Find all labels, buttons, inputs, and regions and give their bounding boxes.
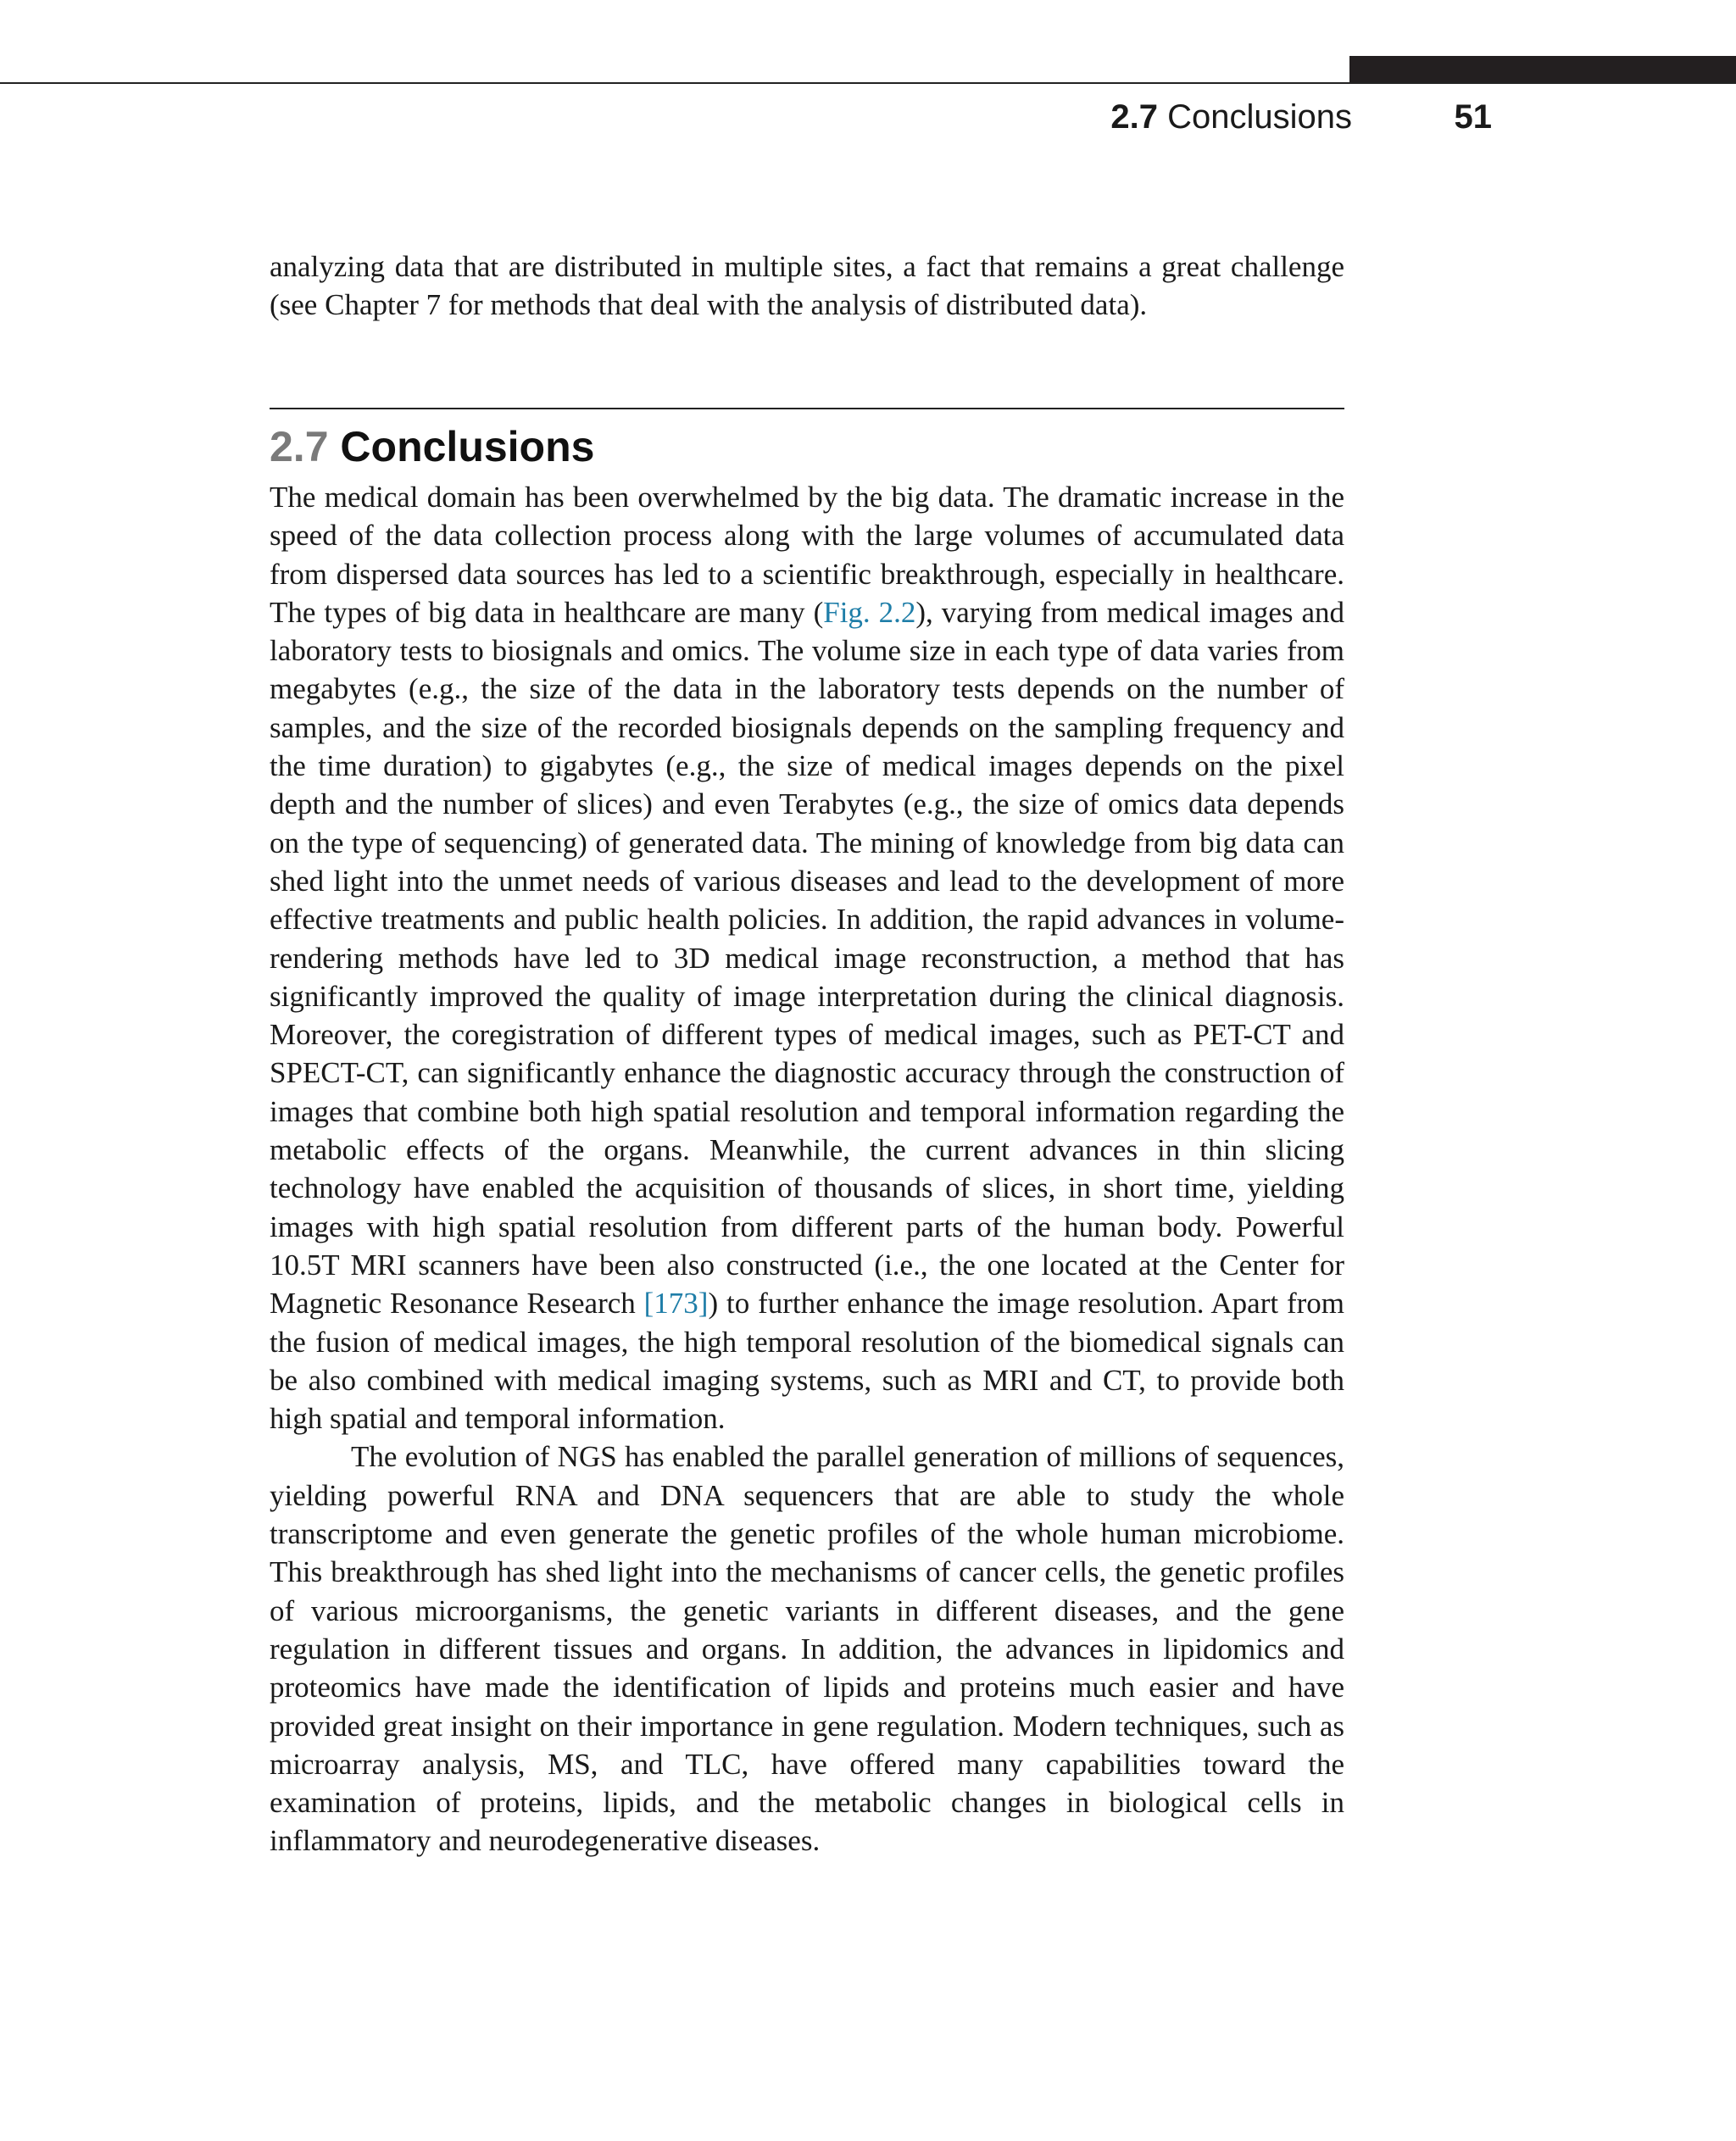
paragraph-1-part-2: ), varying from medical images and laboratory tests to biosignals and omics. The volume size in each type of data varies from megabytes (e.g., the size of the data in the laboratory tests depends on the number of samples, and the size of the recorded biosignals depends on the sampling frequency and the time duration) to gigabytes (e.g., the size of medical images depends on the pixel depth and the number of slices) and even Terabytes (e.g., the size of omics data depends on the type of sequencing) of generated data. The mining of knowledge from big data can shed light into the unmet needs of various diseases and lead to the development of more effective treatments and public health policies. In addition, the rapid advances in volume-rendering methods have led to 3D medical image reconstruction, a method that has significantly improved the quality of image interpretation during the clinical diagnosis. Moreover, the coregistration of different types of medical images, such as PET-CT and SPECT-CT, can significantly enhance the diagnostic accuracy through the construction of images that combine both high spatial resolution and temporal information regarding the metabolic effects of the organs. Meanwhile, the current advances in thin slicing technology have enabled the acquisition of thousands of slices, in short time, yielding images with high spatial resolution from different parts of the human body. Powerful 10.5T MRI scanners have been also constructed (i.e., the one located at the Center for Magnetic Resonance Research <box>270 595 1344 1321</box>
paragraph-1 <box>270 478 1344 1438</box>
section-heading-title: Conclusions <box>340 423 595 470</box>
running-head <box>1017 92 1352 142</box>
paragraph-1-part-1: The medical domain has been overwhelmed by the big data. The dramatic increase in the speed of the data collection process along with the large volumes of accumulated data from dispersed data sources has led to a scientific breakthrough, especially in healthcare. The types of big data in healthcare are many ( <box>270 481 1344 629</box>
section-rule <box>270 408 1344 409</box>
body-text-block <box>270 478 1344 1860</box>
intro-paragraph: analyzing data that are distributed in multiple sites, a fact that remains a great challenge (see Chapter 7 for methods that deal with the analysis of distributed data). <box>270 250 1344 322</box>
header-bar-decoration <box>1349 56 1736 84</box>
intro-text-block <box>270 247 1344 325</box>
page-number: 51 <box>1454 98 1492 136</box>
paragraph-1-part-3: ) to further enhance the image resolution. Apart from the fusion of medical images, the high temporal resolution of the biomedical signals can be also combined with medical imaging systems, such as MRI and CT, to provide both high spatial and temporal information. <box>270 1287 1344 1436</box>
section-heading <box>270 417 594 476</box>
figure-link[interactable]: Fig. 2.2 <box>823 595 916 629</box>
reference-link[interactable]: [173] <box>643 1287 709 1321</box>
running-head-section-number: 2.7 <box>1110 98 1158 136</box>
header-rule <box>0 82 1736 84</box>
section-heading-number: 2.7 <box>270 423 329 470</box>
paragraph-2: The evolution of NGS has enabled the parallel generation of millions of sequences, yielding powerful RNA and DNA sequencers that are able to study the whole transcriptome and even generate the genetic profiles of the whole human microbiome. This breakthrough has shed light into the mechanisms of cancer cells, the genetic profiles of various microorganisms, the genetic variants in different diseases, and the gene regulation in different tissues and organs. In addition, the advances in lipidomics and proteomics have made the identification of lipids and proteins much easier and have provided great insight on their importance in gene regulation. Modern techniques, such as microarray analysis, MS, and TLC, have offered many capabilities toward the examination of proteins, lipids, and the metabolic changes in biological cells in inflammatory and neurodegenerative diseases. <box>270 1440 1344 1858</box>
running-head-section-title: Conclusions <box>1167 98 1352 136</box>
